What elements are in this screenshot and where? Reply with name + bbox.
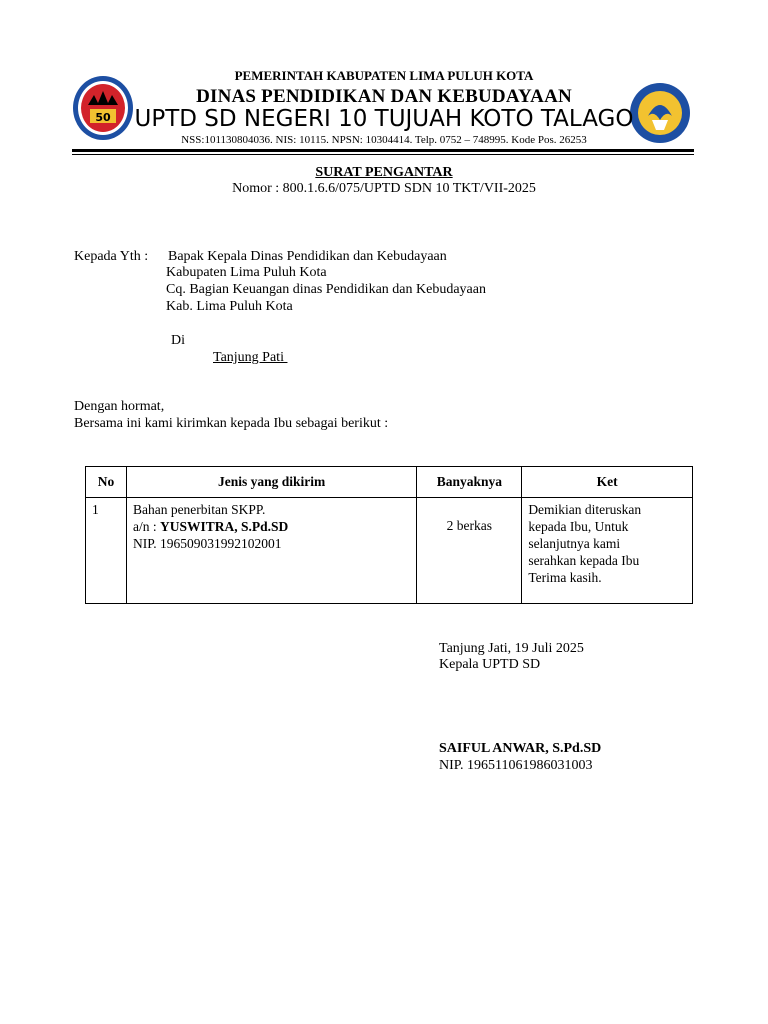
table-header-row — [86, 467, 693, 498]
jenis-nip: NIP. 196509031992102001 — [132, 536, 282, 551]
header-ket: Ket — [522, 467, 693, 498]
header-jenis: Jenis yang dikirim — [126, 467, 416, 498]
header-banyaknya: Banyaknya — [417, 467, 522, 498]
recipient-label: Kepada Yth : — [74, 249, 149, 264]
jenis-an — [133, 518, 410, 535]
letterhead-thick-rule — [72, 149, 694, 152]
agency-name: DINAS PENDIDIKAN DAN KEBUDAYAAN — [196, 86, 572, 107]
recipient-line-2: Kabupaten Lima Puluh Kota — [166, 265, 327, 280]
recipient-line-4: Kab. Lima Puluh Kota — [166, 299, 293, 314]
cell-jenis — [126, 498, 416, 604]
cell-ket — [522, 498, 693, 604]
signer-position: Kepala UPTD SD — [439, 657, 541, 672]
recipient-line-1: Bapak Kepala Dinas Pendidikan dan Kebudayaan — [168, 249, 447, 264]
ket-line-3: selanjutnya kami — [528, 536, 621, 551]
signer-name: SAIFUL ANWAR, S.Pd.SD — [439, 741, 602, 756]
recipient-di: Di — [171, 333, 185, 348]
recipient-place: Tanjung Pati — [213, 350, 288, 365]
jenis-line-1: Bahan penerbitan SKPP. — [132, 502, 266, 517]
ket-line-5: Terima kasih. — [528, 570, 602, 585]
jenis-an-name: YUSWITRA, S.Pd.SD — [159, 519, 289, 534]
government-name: PEMERINTAH KABUPATEN LIMA PULUH KOTA — [234, 68, 534, 83]
place-date: Tanjung Jati, 19 Juli 2025 — [439, 641, 584, 656]
letter-number: Nomor : 800.1.6.6/075/UPTD SDN 10 TKT/VII-2025 — [232, 181, 536, 196]
letterhead-thin-rule — [72, 154, 694, 155]
ket-line-4: serahkan kepada Ibu — [528, 553, 640, 568]
jenis-an-label: a/n : — [132, 519, 160, 534]
cell-banyaknya: 2 berkas — [417, 498, 522, 604]
school-name: UPTD SD NEGERI 10 TUJUAH KOTO TALAGO — [134, 106, 634, 132]
ket-line-1: Demikian diteruskan — [528, 502, 642, 517]
letter-title: SURAT PENGANTAR — [315, 165, 453, 180]
intro-text: Bersama ini kami kirimkan kepada Ibu sebagai berikut : — [74, 416, 389, 431]
header-no: No — [86, 467, 127, 498]
table-row — [86, 498, 693, 604]
items-table — [85, 466, 693, 604]
school-contact-info: NSS:101130804036. NIS: 10115. NPSN: 10304414. Telp. 0752 – 748995. Kode Pos. 26253 — [181, 134, 587, 146]
cell-no: 1 — [86, 498, 127, 604]
greeting: Dengan hormat, — [74, 399, 165, 414]
ket-line-2: kepada Ibu, Untuk — [528, 519, 629, 534]
recipient-line-3: Cq. Bagian Keuangan dinas Pendidikan dan Kebudayaan — [166, 282, 486, 297]
emblem-number: 50 — [95, 111, 111, 124]
signer-nip: NIP. 196511061986031003 — [439, 758, 593, 773]
